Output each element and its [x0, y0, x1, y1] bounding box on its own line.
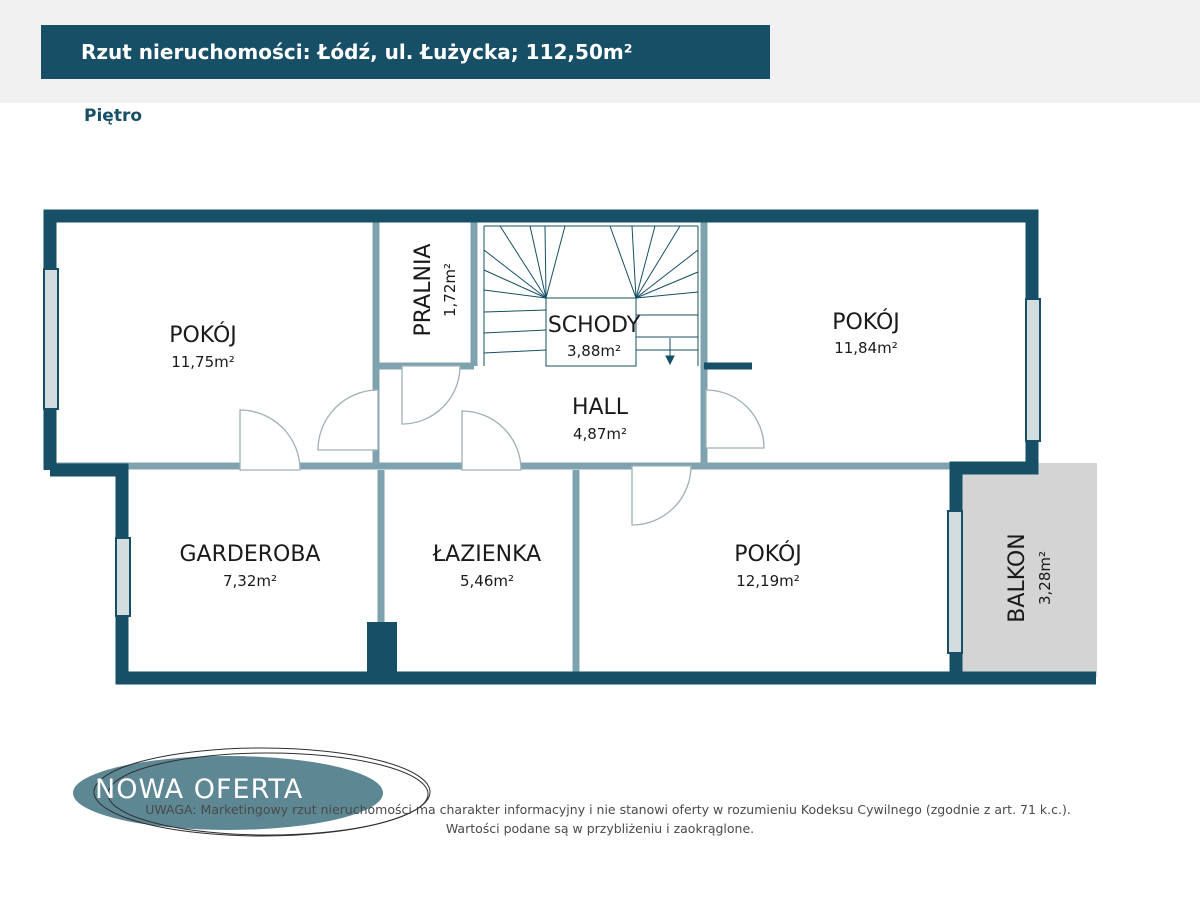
room-name: GARDEROBA: [179, 542, 321, 567]
room-area: 11,84m²: [834, 339, 898, 357]
room-name: ŁAZIENKA: [432, 542, 542, 567]
room-name: PRALNIA: [411, 243, 436, 337]
doors: [240, 366, 764, 525]
room-area: 3,88m²: [566, 342, 622, 360]
room-name: POKÓJ: [832, 310, 900, 335]
room-area: 11,75m²: [171, 353, 235, 371]
room-area: 1,72m²: [441, 262, 459, 318]
floor-label: Piętro: [84, 106, 143, 126]
disclaimer-line-2: Wartości podane są w przybliżeniu i zaokrąglone.: [445, 821, 755, 836]
room-name: SCHODY: [547, 313, 641, 338]
room-name: HALL: [571, 395, 629, 420]
room-area: 3,28m²: [1036, 550, 1054, 606]
bathroom-duct: [367, 622, 397, 678]
room-area: 5,46m²: [459, 572, 515, 590]
room-area: 12,19m²: [736, 572, 800, 590]
room-name: BALKON: [1005, 533, 1030, 623]
room-name: POKÓJ: [169, 323, 237, 348]
room-name: POKÓJ: [734, 542, 802, 567]
room-area: 7,32m²: [222, 572, 278, 590]
stamp-label: NOWA OFERTA: [95, 774, 304, 805]
page-title: Rzut nieruchomości: Łódź, ul. Łużycka; 112,50m²: [41, 25, 770, 79]
room-area: 4,87m²: [572, 425, 628, 443]
disclaimer-line-1: UWAGA: Marketingowy rzut nieruchomości ma charakter informacyjny i nie stanowi oferty w rozumieniu Kodeksu Cywilnego (zgodnie z art. 71 k.c.).: [145, 802, 1071, 817]
